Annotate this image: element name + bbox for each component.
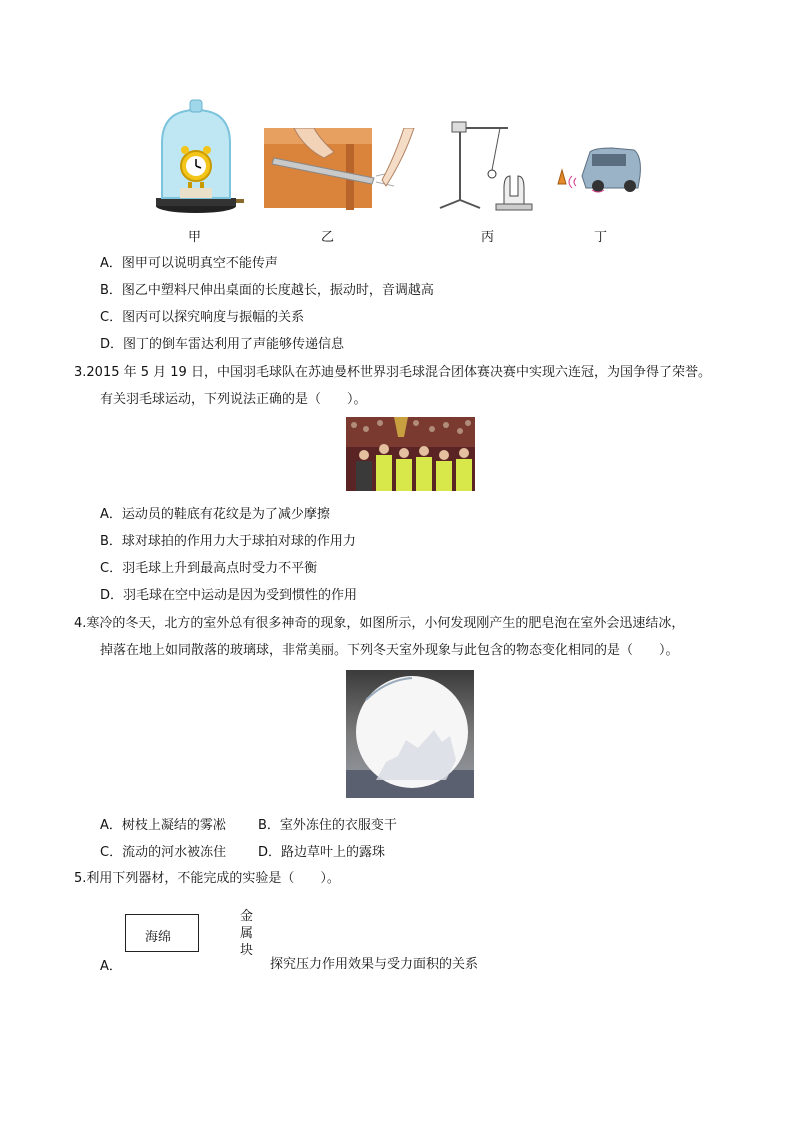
metal-block-label-2: 属 <box>240 926 254 941</box>
q2-option-b: B．图乙中塑料尺伸出桌面的长度越长，振动时，音调越高 <box>100 283 434 298</box>
q2-option-d: D．图丁的倒车雷达利用了声能够传递信息 <box>100 337 345 352</box>
q3-option-a: A．运动员的鞋底有花纹是为了减少摩擦 <box>100 507 330 522</box>
caption-bing: 丙 <box>481 230 495 245</box>
tuning-fork-figure <box>438 120 534 212</box>
q4-stem-line2: 掉落在地上如同散落的玻璃球，非常美丽。下列冬天室外现象与此包含的物态变化相同的是（ ）。 <box>100 643 679 658</box>
sponge-label: 海绵 <box>145 930 172 945</box>
reversing-radar-figure <box>552 146 642 196</box>
q4-stem-line1: 4.寒冷的冬天，北方的室外总有很多神奇的现象，如图所示，小何发现刚产生的肥皂泡在室外会迅速结冰， <box>74 616 685 631</box>
frozen-bubble-photo <box>346 670 474 798</box>
q5-option-a-letter: A． <box>100 959 122 974</box>
caption-ding: 丁 <box>594 230 608 245</box>
q5-option-a-text: 探究压力作用效果与受力面积的关系 <box>270 957 479 972</box>
badminton-team-photo <box>346 417 475 491</box>
metal-block-label-3: 块 <box>240 943 254 958</box>
caption-jia: 甲 <box>188 230 202 245</box>
q4-option-b: B．室外冻住的衣服变干 <box>258 818 397 833</box>
q3-stem-line1: 3.2015 年 5 月 19 日，中国羽毛球队在苏迪曼杯世界羽毛球混合团体赛决赛中实现六连冠，为国争得了荣誉。 <box>74 365 711 380</box>
q4-option-d: D．路边草叶上的露珠 <box>258 845 386 860</box>
ruler-table-figure <box>264 128 422 210</box>
q2-option-c: C．图丙可以探究响度与振幅的关系 <box>100 310 305 325</box>
q3-option-c: C．羽毛球上升到最高点时受力不平衡 <box>100 561 318 576</box>
q4-option-c: C．流动的河水被冻住 <box>100 845 227 860</box>
caption-yi: 乙 <box>321 230 335 245</box>
bell-jar-figure <box>152 98 244 216</box>
q5-stem: 5.利用下列器材，不能完成的实验是（ ）。 <box>74 871 340 886</box>
q3-option-b: B．球对球拍的作用力大于球拍对球的作用力 <box>100 534 356 549</box>
q3-stem-line2: 有关羽毛球运动，下列说法正确的是（ ）。 <box>100 392 367 407</box>
q3-option-d: D．羽毛球在空中运动是因为受到惯性的作用 <box>100 588 358 603</box>
q2-option-a: A．图甲可以说明真空不能传声 <box>100 256 278 271</box>
metal-block-label-1: 金 <box>240 909 254 924</box>
q4-option-a: A．树枝上凝结的雾凇 <box>100 818 226 833</box>
